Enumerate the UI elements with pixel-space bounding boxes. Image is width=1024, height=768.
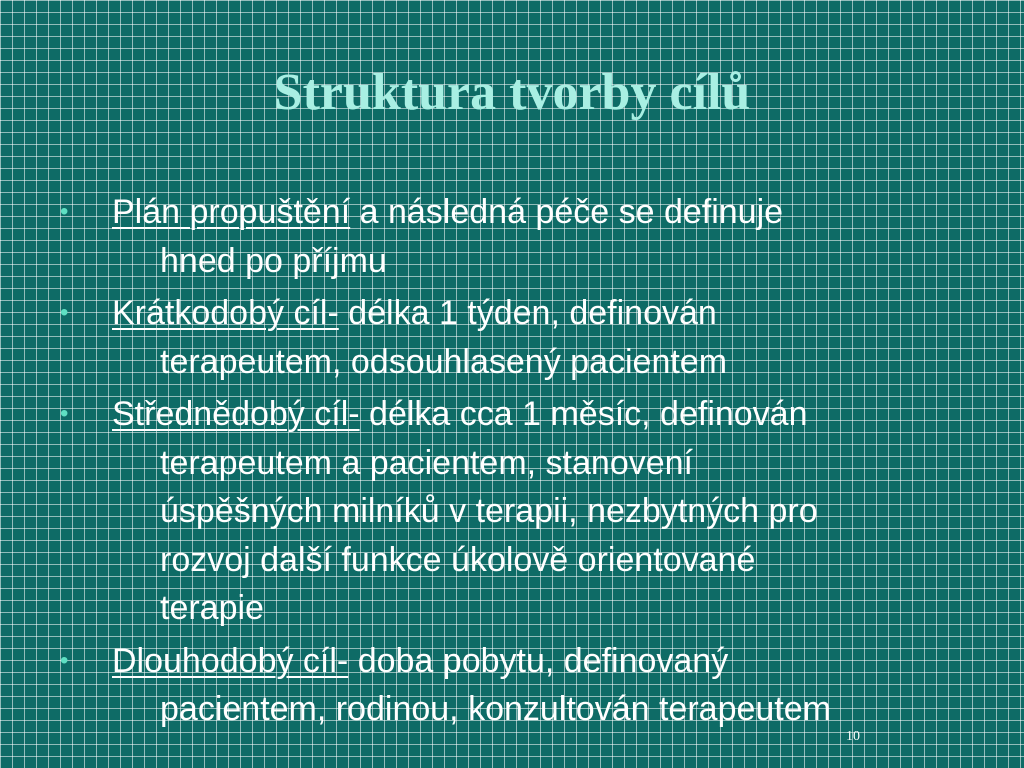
bullet-icon: •	[60, 646, 69, 674]
bullet-item-discharge-plan	[58, 188, 978, 285]
bullet-term: Střednědobý cíl-	[112, 395, 360, 433]
bullet-text: délka cca 1 měsíc, definován	[359, 395, 808, 433]
bullet-text: doba pobytu, definovaný	[348, 641, 729, 680]
bullet-item-short-term-goal	[58, 289, 978, 386]
page-number: 10	[846, 729, 860, 744]
bullet-icon: •	[60, 299, 69, 326]
bullet-term: Krátkodobý cíl-	[112, 294, 339, 332]
bullet-icon: •	[60, 198, 69, 225]
bullet-first-line	[112, 390, 978, 439]
bullet-first-line	[112, 188, 978, 237]
bullet-continuation: terapeutem, odsouhlasený pacientem	[160, 342, 728, 381]
bullet-term: Dlouhodobý cíl-	[112, 641, 349, 680]
bullet-first-line	[112, 637, 978, 686]
bullet-first-line	[112, 289, 978, 338]
bullet-continuation: terapeutem a pacientem, stanovení	[160, 443, 693, 482]
bullet-continuation: úspěšných milníků v terapii, nezbytných pro	[160, 492, 818, 530]
bullet-continuation: pacientem, rodinou, konzultován terapeutem	[160, 690, 831, 728]
slide-title: Struktura tvorby cílů	[273, 64, 751, 121]
bullet-item-mid-term-goal	[58, 390, 978, 633]
bullet-icon: •	[60, 400, 69, 427]
bullet-text: a následná péče se definuje	[350, 193, 784, 231]
bullet-continuation: hned po příjmu	[160, 241, 387, 280]
bullet-continuation: terapie	[160, 589, 264, 627]
bullet-item-long-term-goal	[58, 637, 978, 734]
bullet-term: Plán propuštění	[112, 193, 351, 231]
bullet-list	[58, 188, 978, 738]
bullet-text: délka 1 týden, definován	[338, 294, 717, 332]
bullet-continuation: rozvoj další funkce úkolově orientované	[160, 540, 756, 579]
